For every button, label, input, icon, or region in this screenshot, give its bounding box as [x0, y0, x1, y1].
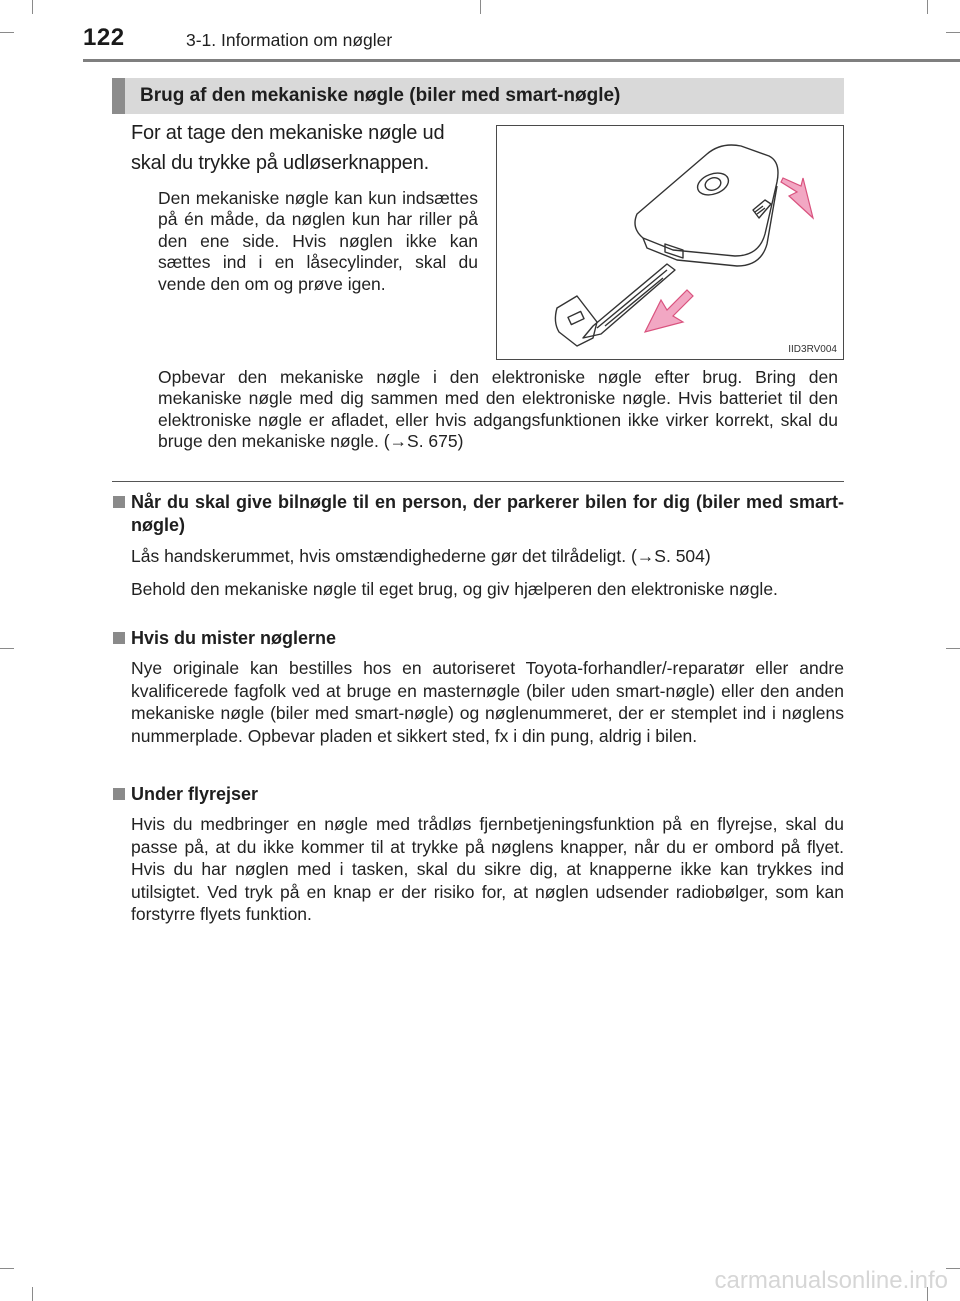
crop-mark — [32, 0, 33, 14]
subsection-lost-keys — [112, 627, 844, 747]
crop-mark — [0, 32, 14, 33]
section-heading: Brug af den mekaniske nøgle (biler med smart-nøgle) — [140, 85, 621, 106]
square-bullet-icon — [113, 632, 125, 644]
crop-mark — [0, 1268, 14, 1269]
figure-code: IID3RV004 — [788, 344, 837, 355]
crop-mark — [32, 1287, 33, 1301]
subsection-valet — [112, 491, 844, 600]
watermark: carmanualsonline.info — [714, 1267, 948, 1294]
section-divider — [112, 481, 844, 482]
lead-instruction: For at tage den mekaniske nøgle ud skal du trykke på udløserknappen. — [131, 122, 445, 174]
key-orientation-note: Den mekaniske nøgle kan kun indsættes på én måde, da nøglen kun har riller på den ene side. Hvis nøglen ikke kan sættes ind i en låsecylinder, skal du vende den om og prøve igen. — [158, 188, 478, 294]
page-header — [83, 18, 960, 58]
smart-key-drawing — [497, 126, 843, 359]
subsection-title: Hvis du mister nøglerne — [112, 627, 844, 650]
key-illustration — [496, 125, 844, 360]
press-arrow-icon — [781, 178, 813, 218]
subsection-air-travel — [112, 783, 844, 926]
brand-logo — [695, 169, 732, 199]
square-bullet-icon — [113, 496, 125, 508]
section-heading-bar — [112, 78, 844, 114]
mechanical-key-head — [555, 296, 597, 346]
crop-mark — [946, 648, 960, 649]
paragraph: Nye originale kan bestilles hos en autoriseret Toyota-forhandler/-reparatør eller andre kvalificerede fagfolk ved at bruge en masternøgle (biler uden smart-nøgle) eller den anden mekaniske nøgle (biler med smart-nøgle) og nøglenummeret, der er stemplet ind i nøglens nummerplade. Opbevar pladen et sikkert sted, fx i din pung, aldrig i bilen. — [131, 658, 844, 746]
paragraph: Behold den mekaniske nøgle til eget brug, og giv hjælperen den elektroniske nøgle. — [131, 578, 778, 599]
subsection-title: Under flyrejser — [112, 783, 844, 806]
crop-mark — [0, 648, 14, 649]
crop-mark — [480, 0, 481, 14]
paragraph: Hvis du medbringer en nøgle med trådløs fjernbetjeningsfunktion på en flyrejse, skal du passe på, at du ikke kommer til at trykke på nøglens knapper, når du er ombord på flyet. Hvis du har nøglen med i tasken, skal du sikre dig, at knapperne ikke kan trykkes ind utilsigtet. Ved tryk på en knap er der risiko for, at nøglen udsender radiobølger, som kan forstyrre flyets funktion. — [131, 814, 844, 924]
paragraph: Lås handskerummet, hvis omstændighederne gør det tilrådeligt. (→S. 504) — [131, 546, 711, 566]
key-head-slot — [568, 311, 584, 324]
release-button — [753, 200, 771, 218]
storage-note: Opbevar den mekaniske nøgle i den elektroniske nøgle efter brug. Bring den mekaniske nøgle med dig sammen med den elektroniske nøgle. Hvis batteriet til den elektroniske nøgle er afladet, eller hvis adgangsfunktionen ikke virker korrekt, skal du bruge den mekaniske nøgle. (→S. 675) — [158, 367, 838, 452]
subsection-title: Når du skal give bilnøgle til en person, der parkerer bilen for dig (biler med smart-nøgle) — [112, 491, 844, 537]
square-bullet-icon — [113, 788, 125, 800]
smart-key-body — [635, 145, 778, 256]
crop-mark — [927, 0, 928, 14]
crop-mark — [946, 1268, 960, 1269]
pull-arrow-icon — [645, 290, 693, 332]
header-rule — [83, 59, 960, 62]
section-title: 3-1. Information om nøgler — [186, 30, 393, 50]
page-number: 122 — [83, 24, 125, 51]
